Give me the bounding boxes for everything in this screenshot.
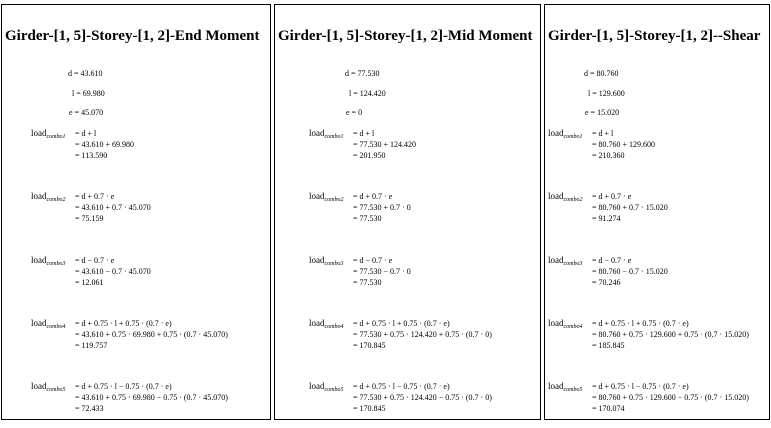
panel-title: Girder-[1, 5]-Storey-[1, 2]-Mid Moment — [278, 28, 533, 44]
combo-substitution: = 43.610 + 0.75 · 69.980 − 0.75 · (0.7 · 45.070) — [75, 393, 228, 402]
var-d: d = 43.610 — [68, 69, 103, 78]
combo-result: = 170.845 — [353, 341, 386, 350]
combo-name: load$_{combo2}$ — [309, 191, 344, 203]
combo-result: = 185.845 — [592, 341, 625, 350]
combo-result: = 119.757 — [75, 341, 108, 350]
combo-substitution: = 80.760 − 0.7 · 15.020 — [592, 267, 668, 276]
combo-name: load$_{combo1}$ — [309, 128, 344, 140]
combo-result: = 170.074 — [592, 404, 625, 413]
combo-formula: = d + 0.7 · e — [353, 192, 393, 201]
var-e: e = 0 — [346, 108, 363, 117]
combo-substitution: = 80.760 + 0.75 · 129.600 − 0.75 · (0.7 · 15.020) — [592, 393, 749, 402]
combo-result: = 75.159 — [75, 214, 104, 223]
combo-substitution: = 77.530 + 124.420 — [353, 140, 417, 149]
panel-mid-moment — [274, 4, 541, 420]
combo-substitution: = 77.530 + 0.7 · 0 — [353, 203, 411, 212]
combo-result: = 210.360 — [592, 151, 625, 160]
combo-name: load$_{combo1}$ — [31, 128, 66, 140]
combo-result: = 201.950 — [353, 151, 386, 160]
combo-formula: = d + 0.75 · l + 0.75 · (0.7 · e) — [592, 319, 689, 328]
combo-formula: = d − 0.7 · e — [75, 256, 115, 265]
combo-formula: = d − 0.7 · e — [353, 256, 393, 265]
combo-name: load$_{combo4}$ — [31, 318, 66, 330]
combo-name: load$_{combo1}$ — [548, 128, 583, 140]
combo-result: = 77.530 — [353, 278, 382, 287]
panel-end-moment — [1, 4, 271, 420]
var-e: e = 45.070 — [69, 108, 104, 117]
combo-result: = 170.845 — [353, 404, 386, 413]
combo-substitution: = 77.530 + 0.75 · 124.420 − 0.75 · (0.7 · 0) — [353, 393, 492, 402]
panel-title: Girder-[1, 5]-Storey-[1, 2]-End Moment — [5, 28, 260, 44]
panel-title: Girder-[1, 5]-Storey-[1, 2]--Shear — [548, 28, 761, 44]
combo-substitution: = 43.610 + 0.7 · 45.070 — [75, 203, 151, 212]
combo-result: = 113.590 — [75, 151, 108, 160]
var-d: d = 77.530 — [345, 69, 380, 78]
combo-formula: = d + l — [592, 129, 614, 138]
combo-formula: = d + 0.7 · e — [75, 192, 115, 201]
combo-name: load$_{combo4}$ — [309, 318, 344, 330]
combo-name: load$_{combo4}$ — [548, 318, 583, 330]
var-d: d = 80.760 — [584, 69, 619, 78]
combo-name: load$_{combo5}$ — [31, 381, 66, 393]
combo-formula: = d + l — [353, 129, 375, 138]
combo-substitution: = 80.760 + 0.75 · 129.600 + 0.75 · (0.7 · 15.020) — [592, 330, 749, 339]
combo-name: load$_{combo5}$ — [548, 381, 583, 393]
combo-name: load$_{combo5}$ — [309, 381, 344, 393]
combo-name: load$_{combo2}$ — [548, 191, 583, 203]
combo-formula: = d + 0.7 · e — [592, 192, 632, 201]
combo-formula: = d − 0.7 · e — [592, 256, 632, 265]
combo-substitution: = 80.760 + 129.600 — [592, 140, 656, 149]
combo-formula: = d + 0.75 · l − 0.75 · (0.7 · e) — [592, 382, 689, 391]
combo-result: = 12.061 — [75, 278, 104, 287]
combo-substitution: = 43.610 + 0.75 · 69.980 + 0.75 · (0.7 · 45.070) — [75, 330, 228, 339]
combo-substitution: = 43.610 + 69.980 — [75, 140, 135, 149]
combo-formula: = d + l — [75, 129, 97, 138]
combo-substitution: = 77.530 + 0.75 · 124.420 + 0.75 · (0.7 · 0) — [353, 330, 492, 339]
panel-shear — [544, 4, 770, 420]
combo-substitution: = 80.760 + 0.7 · 15.020 — [592, 203, 668, 212]
combo-substitution: = 77.530 − 0.7 · 0 — [353, 267, 411, 276]
combo-result: = 72.433 — [75, 404, 104, 413]
var-l: l = 69.980 — [72, 89, 105, 98]
combo-substitution: = 43.610 − 0.7 · 45.070 — [75, 267, 151, 276]
combo-formula: = d + 0.75 · l − 0.75 · (0.7 · e) — [75, 382, 172, 391]
combo-result: = 70.246 — [592, 278, 621, 287]
combo-formula: = d + 0.75 · l + 0.75 · (0.7 · e) — [353, 319, 450, 328]
var-l: l = 129.600 — [588, 89, 625, 98]
combo-formula: = d + 0.75 · l + 0.75 · (0.7 · e) — [75, 319, 172, 328]
combo-formula: = d + 0.75 · l − 0.75 · (0.7 · e) — [353, 382, 450, 391]
combo-name: load$_{combo3}$ — [548, 255, 583, 267]
var-l: l = 124.420 — [349, 89, 386, 98]
var-e: e = 15.020 — [585, 108, 620, 117]
combo-result: = 91.274 — [592, 214, 621, 223]
combo-name: load$_{combo3}$ — [31, 255, 66, 267]
combo-name: load$_{combo2}$ — [31, 191, 66, 203]
combo-result: = 77.530 — [353, 214, 382, 223]
combo-name: load$_{combo3}$ — [309, 255, 344, 267]
